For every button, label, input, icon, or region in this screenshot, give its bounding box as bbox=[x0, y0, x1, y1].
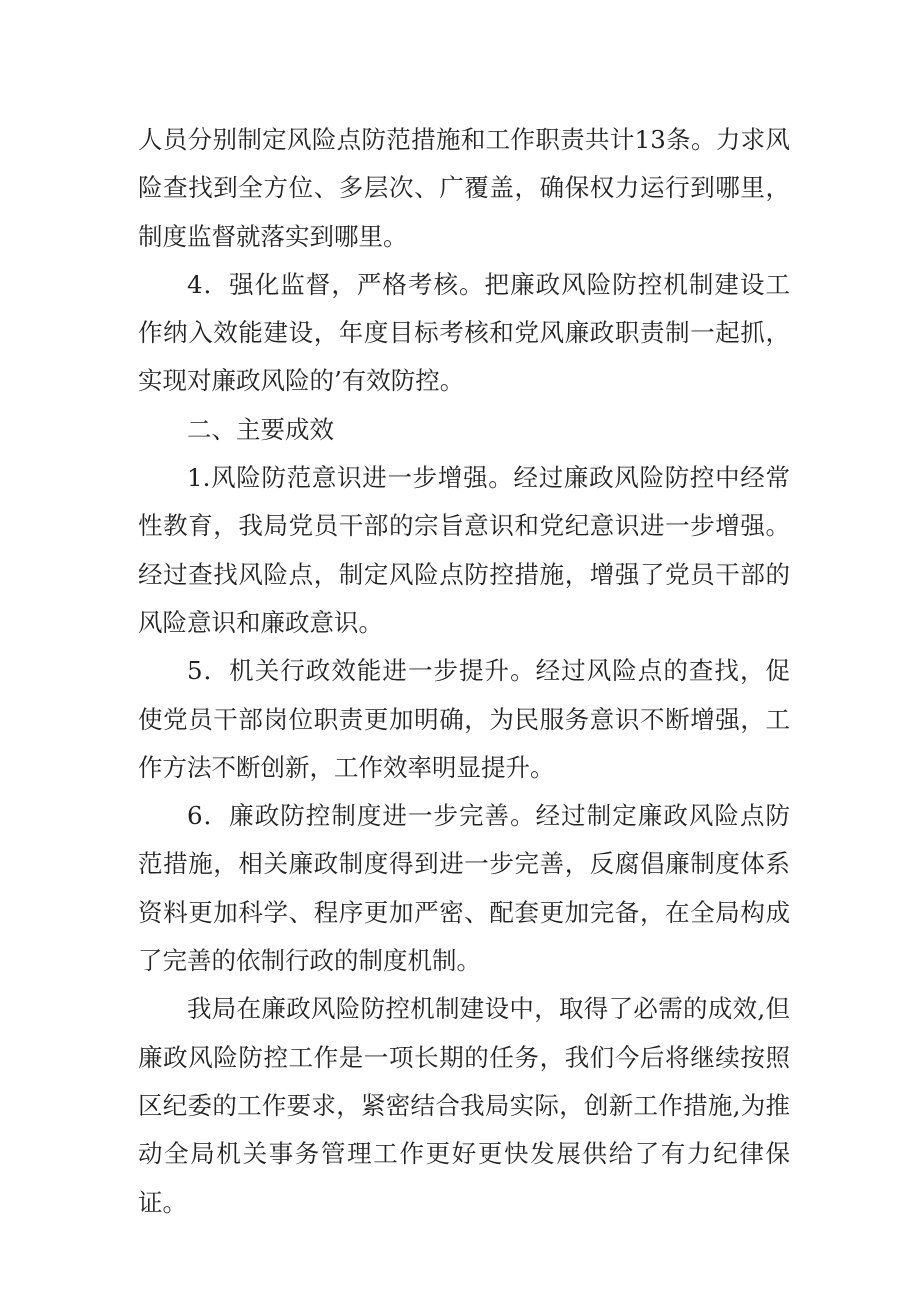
paragraph-administrative-efficiency: 5．机关行政效能进一步提升。经过风险点的查找，促使党员干部岗位职责更加明确，为民服务意识不断增强，工作方法不断创新，工作效率明显提升。 bbox=[138, 656, 790, 782]
paragraph-risk-measures-continued: 人员分别制定风险点防范措施和工作职责共计13条。力求风险查找到全方位、多层次、广覆盖，确保权力运行到哪里，制度监督就落实到哪里。 bbox=[138, 125, 790, 251]
paragraph-strengthen-supervision: 4．强化监督，严格考核。把廉政风险防控机制建设工作纳入效能建设，年度目标考核和党风廉政职责制一起抓，实现对廉政风险的’有效防控。 bbox=[138, 269, 790, 396]
paragraph-conclusion: 我局在廉政风险防控机制建设中，取得了必需的成效,但廉政风险防控工作是一项长期的任务，我们今后将继续按照区纪委的工作要求，紧密结合我局实际，创新工作措施,为推动全局机关事务管理工作更好更快发展供给了有力纪律保证。 bbox=[138, 994, 790, 1217]
paragraph-integrity-system: 6．廉政防控制度进一步完善。经过制定廉政风险点防范措施，相关廉政制度得到进一步完善，反腐倡廉制度体系资料更加科学、程序更加严密、配套更加完备，在全局构成了完善的依制行政的制度机制。 bbox=[138, 801, 790, 976]
paragraph-risk-awareness: 1.风险防范意识进一步增强。经过廉政风险防控中经常性教育，我局党员干部的宗旨意识和党纪意识进一步增强。经过查找风险点，制定风险点防控措施，增强了党员干部的风险意识和廉政意识。 bbox=[138, 463, 790, 637]
section-heading-main-results: 二、主要成效 bbox=[187, 414, 334, 444]
document-body bbox=[138, 116, 790, 1227]
